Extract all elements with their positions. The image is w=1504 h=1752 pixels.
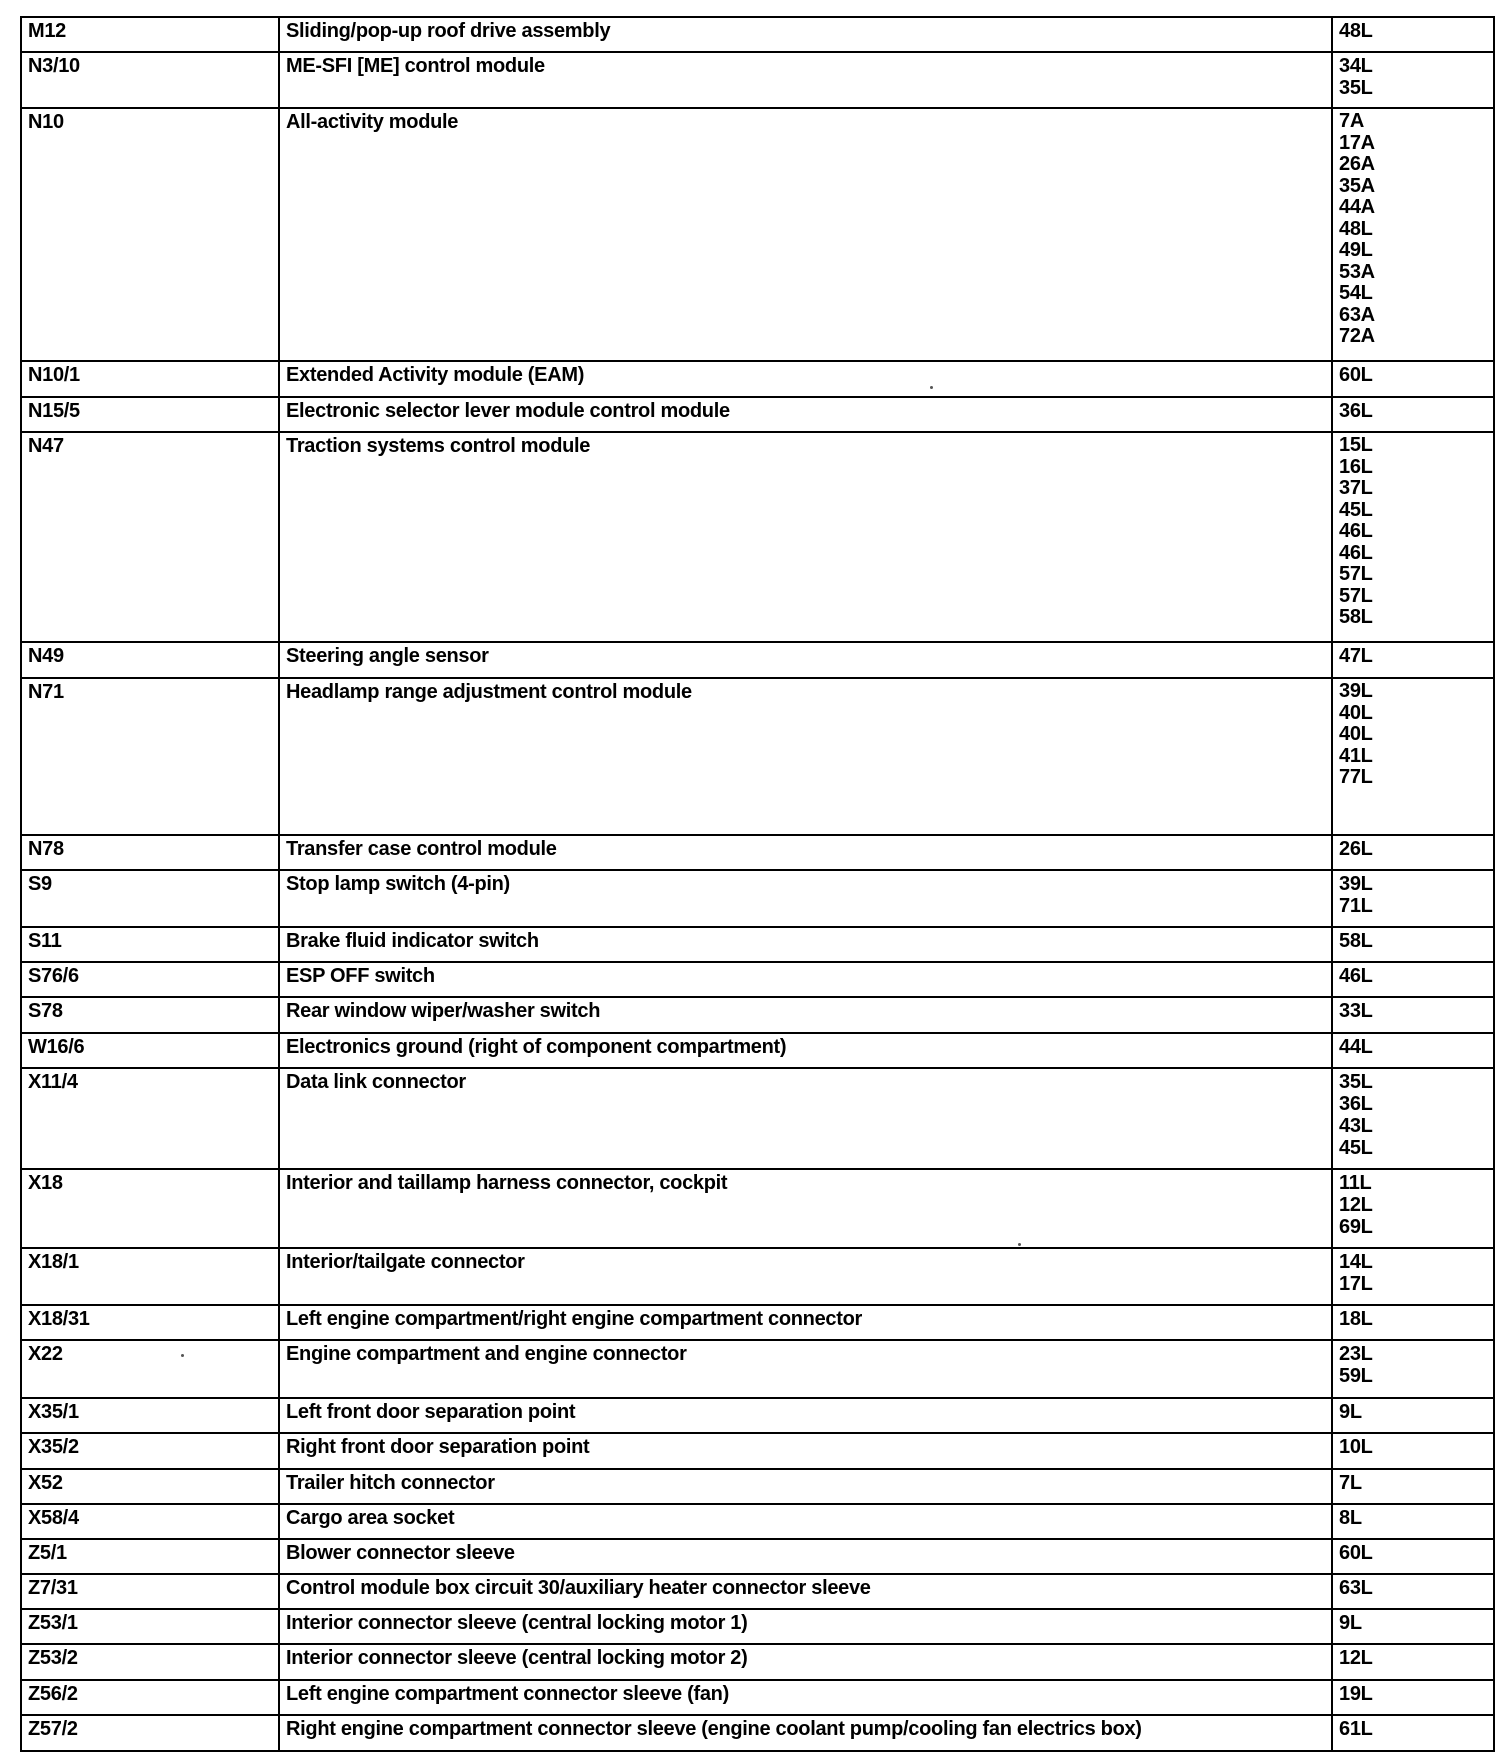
component-description: Right front door separation point	[279, 1433, 1332, 1469]
grid-location: 48L	[1339, 20, 1373, 42]
grid-location: 48L	[1339, 217, 1373, 240]
grid-location: 9L	[1339, 1612, 1362, 1634]
grid-location: 33L	[1339, 1000, 1373, 1022]
table-row	[21, 52, 1494, 108]
component-code: X22	[21, 1340, 279, 1398]
table-row	[21, 108, 1494, 361]
grid-locations	[1332, 1504, 1494, 1539]
grid-location: 47L	[1339, 645, 1373, 667]
grid-location: 72A	[1339, 325, 1375, 347]
grid-location: 46L	[1339, 965, 1373, 987]
table-row	[21, 642, 1494, 678]
grid-location: 54L	[1339, 282, 1373, 304]
grid-location: 60L	[1339, 364, 1373, 386]
grid-location: 26L	[1339, 838, 1373, 860]
table-row	[21, 1248, 1494, 1305]
table-row	[21, 1169, 1494, 1248]
component-description: Left front door separation point	[279, 1398, 1332, 1433]
grid-location: 7A	[1339, 110, 1364, 132]
component-description: Traction systems control module	[279, 432, 1332, 642]
grid-locations	[1332, 1469, 1494, 1504]
component-code: X11/4	[21, 1068, 279, 1169]
grid-location: 15L	[1339, 434, 1373, 456]
component-description: Extended Activity module (EAM)	[279, 361, 1332, 397]
table-row	[21, 1305, 1494, 1340]
grid-locations	[1332, 1539, 1494, 1574]
grid-locations	[1332, 52, 1494, 108]
grid-location: 14L	[1339, 1251, 1373, 1273]
grid-locations	[1332, 397, 1494, 432]
component-code: S78	[21, 997, 279, 1033]
table-row	[21, 1433, 1494, 1469]
grid-locations	[1332, 108, 1494, 361]
component-description: ESP OFF switch	[279, 962, 1332, 997]
grid-location: 12L	[1339, 1194, 1373, 1216]
grid-location: 41L	[1339, 744, 1373, 767]
component-description: Trailer hitch connector	[279, 1469, 1332, 1504]
grid-location: 43L	[1339, 1115, 1373, 1137]
grid-locations	[1332, 1644, 1494, 1680]
grid-location: 71L	[1339, 895, 1373, 917]
component-description: All-activity module	[279, 108, 1332, 361]
grid-locations	[1332, 432, 1494, 642]
grid-locations	[1332, 678, 1494, 835]
grid-location: 60L	[1339, 1542, 1373, 1564]
table-row	[21, 870, 1494, 927]
grid-locations	[1332, 1248, 1494, 1305]
grid-locations	[1332, 1398, 1494, 1433]
component-code: N71	[21, 678, 279, 835]
grid-locations	[1332, 870, 1494, 927]
grid-location: 39L	[1339, 873, 1373, 895]
component-code: N78	[21, 835, 279, 870]
component-code: X18/1	[21, 1248, 279, 1305]
grid-location: 49L	[1339, 239, 1373, 261]
grid-locations	[1332, 1680, 1494, 1715]
grid-locations	[1332, 1169, 1494, 1248]
table-row	[21, 1340, 1494, 1398]
component-description: Electronic selector lever module control module	[279, 397, 1332, 432]
grid-location: 40L	[1339, 723, 1373, 745]
component-description: Electronics ground (right of component compartment)	[279, 1033, 1332, 1068]
grid-location: 40L	[1339, 701, 1373, 724]
grid-location: 17A	[1339, 131, 1375, 154]
component-code: X52	[21, 1469, 279, 1504]
component-code: Z5/1	[21, 1539, 279, 1574]
component-description: ME-SFI [ME] control module	[279, 52, 1332, 108]
table-row	[21, 835, 1494, 870]
component-code: S76/6	[21, 962, 279, 997]
table-row	[21, 397, 1494, 432]
grid-locations	[1332, 927, 1494, 962]
grid-location: 36L	[1339, 400, 1373, 422]
grid-location: 10L	[1339, 1436, 1373, 1458]
component-code: Z57/2	[21, 1715, 279, 1751]
grid-locations	[1332, 1305, 1494, 1340]
grid-location: 34L	[1339, 55, 1373, 77]
table-row	[21, 1398, 1494, 1433]
component-description: Stop lamp switch (4-pin)	[279, 870, 1332, 927]
grid-location: 35L	[1339, 1071, 1373, 1093]
component-code: Z7/31	[21, 1574, 279, 1609]
grid-locations	[1332, 1433, 1494, 1469]
grid-location: 16L	[1339, 455, 1373, 478]
table-row	[21, 17, 1494, 52]
grid-locations	[1332, 835, 1494, 870]
component-code: N10/1	[21, 361, 279, 397]
grid-location: 23L	[1339, 1343, 1373, 1365]
grid-location: 53A	[1339, 260, 1375, 283]
grid-location: 17L	[1339, 1273, 1373, 1295]
component-description: Left engine compartment connector sleeve (fan)	[279, 1680, 1332, 1715]
grid-locations	[1332, 17, 1494, 52]
grid-location: 58L	[1339, 930, 1373, 952]
table-row	[21, 1715, 1494, 1751]
component-location-table	[20, 16, 1495, 1752]
component-code: Z53/1	[21, 1609, 279, 1644]
grid-location: 19L	[1339, 1683, 1373, 1705]
component-description: Brake fluid indicator switch	[279, 927, 1332, 962]
grid-locations	[1332, 962, 1494, 997]
grid-locations	[1332, 997, 1494, 1033]
component-code: X35/2	[21, 1433, 279, 1469]
scan-speck	[1018, 1243, 1021, 1246]
table-row	[21, 1068, 1494, 1169]
grid-locations	[1332, 1340, 1494, 1398]
scan-speck	[930, 386, 933, 389]
grid-locations	[1332, 1715, 1494, 1751]
grid-location: 46L	[1339, 520, 1373, 542]
component-code: X58/4	[21, 1504, 279, 1539]
grid-locations	[1332, 1068, 1494, 1169]
table-row	[21, 1033, 1494, 1068]
component-description: Cargo area socket	[279, 1504, 1332, 1539]
grid-location: 77L	[1339, 766, 1373, 788]
grid-locations	[1332, 642, 1494, 678]
component-description: Headlamp range adjustment control module	[279, 678, 1332, 835]
table-row	[21, 962, 1494, 997]
component-code: X18/31	[21, 1305, 279, 1340]
grid-location: 18L	[1339, 1308, 1373, 1330]
component-description: Interior connector sleeve (central locking motor 1)	[279, 1609, 1332, 1644]
component-code: N15/5	[21, 397, 279, 432]
component-code: Z56/2	[21, 1680, 279, 1715]
component-description: Sliding/pop-up roof drive assembly	[279, 17, 1332, 52]
grid-locations	[1332, 1609, 1494, 1644]
grid-locations	[1332, 361, 1494, 397]
grid-location: 44L	[1339, 1036, 1373, 1058]
component-code: Z53/2	[21, 1644, 279, 1680]
grid-location: 44A	[1339, 196, 1375, 218]
grid-location: 39L	[1339, 680, 1373, 702]
grid-location: 59L	[1339, 1365, 1373, 1387]
grid-location: 63L	[1339, 1577, 1373, 1599]
component-description: Interior connector sleeve (central locking motor 2)	[279, 1644, 1332, 1680]
grid-location: 36L	[1339, 1093, 1373, 1115]
grid-location: 35A	[1339, 174, 1375, 197]
component-code: S11	[21, 927, 279, 962]
component-description: Rear window wiper/washer switch	[279, 997, 1332, 1033]
table-row	[21, 678, 1494, 835]
grid-location: 9L	[1339, 1401, 1362, 1423]
grid-location: 37L	[1339, 477, 1373, 499]
grid-location: 63A	[1339, 303, 1375, 326]
grid-location: 69L	[1339, 1216, 1373, 1238]
grid-location: 57L	[1339, 584, 1373, 607]
component-code: M12	[21, 17, 279, 52]
table-row	[21, 1539, 1494, 1574]
component-code: N10	[21, 108, 279, 361]
table-row	[21, 1680, 1494, 1715]
grid-locations	[1332, 1033, 1494, 1068]
component-code: S9	[21, 870, 279, 927]
component-code: N47	[21, 432, 279, 642]
component-description: Engine compartment and engine connector	[279, 1340, 1332, 1398]
component-description: Transfer case control module	[279, 835, 1332, 870]
grid-location: 7L	[1339, 1472, 1362, 1494]
grid-locations	[1332, 1574, 1494, 1609]
component-description: Interior and taillamp harness connector, cockpit	[279, 1169, 1332, 1248]
table-body	[21, 17, 1494, 1751]
grid-location: 58L	[1339, 606, 1373, 628]
table-row	[21, 1504, 1494, 1539]
table-row	[21, 927, 1494, 962]
grid-location: 26A	[1339, 153, 1375, 175]
table-row	[21, 361, 1494, 397]
grid-location: 12L	[1339, 1647, 1373, 1669]
table-row	[21, 432, 1494, 642]
component-description: Steering angle sensor	[279, 642, 1332, 678]
grid-location: 45L	[1339, 1137, 1373, 1159]
grid-location: 61L	[1339, 1718, 1373, 1740]
component-description: Data link connector	[279, 1068, 1332, 1169]
grid-location: 45L	[1339, 498, 1373, 521]
grid-location: 57L	[1339, 563, 1373, 585]
component-code: X35/1	[21, 1398, 279, 1433]
table-row	[21, 1469, 1494, 1504]
component-code: N3/10	[21, 52, 279, 108]
component-description: Interior/tailgate connector	[279, 1248, 1332, 1305]
grid-location: 46L	[1339, 541, 1373, 564]
component-description: Control module box circuit 30/auxiliary heater connector sleeve	[279, 1574, 1332, 1609]
component-code: X18	[21, 1169, 279, 1248]
table-row	[21, 1574, 1494, 1609]
scan-speck	[181, 1354, 184, 1357]
component-description: Blower connector sleeve	[279, 1539, 1332, 1574]
table-row	[21, 997, 1494, 1033]
component-description: Left engine compartment/right engine compartment connector	[279, 1305, 1332, 1340]
grid-location: 35L	[1339, 77, 1373, 99]
component-description: Right engine compartment connector sleeve (engine coolant pump/cooling fan electrics box)	[279, 1715, 1332, 1751]
component-code: W16/6	[21, 1033, 279, 1068]
table-row	[21, 1609, 1494, 1644]
grid-location: 11L	[1339, 1172, 1372, 1194]
table-row	[21, 1644, 1494, 1680]
component-code: N49	[21, 642, 279, 678]
grid-location: 8L	[1339, 1507, 1362, 1529]
